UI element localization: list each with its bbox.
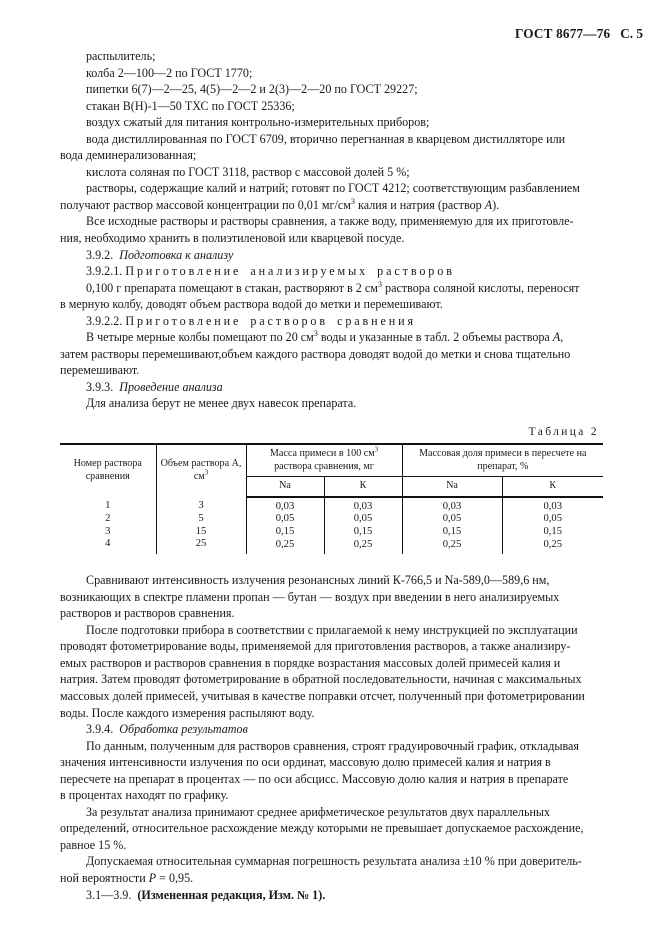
section-title: Проведение анализа — [119, 379, 223, 394]
body-text-b: раствора соляной кислоты, переносят — [382, 280, 580, 295]
value: 25 — [195, 538, 207, 550]
revision-text: (Измененная редакция, Изм. № 1). — [137, 887, 326, 902]
photometry-paragraph-line: проводят фотометрирование воды, применяемой для приготовления растворов, а также анализиру- — [60, 639, 571, 654]
result-rule-paragraph-line: За результат анализа принимают среднее арифметическое результатов двух параллельных — [86, 804, 551, 819]
section-title: Обработка результатов — [119, 722, 248, 737]
solutions-text-a: получают раствор массовой концентрации по 0,01 мг/см — [60, 197, 351, 212]
table-2-container — [60, 426, 603, 554]
document-body — [60, 48, 603, 903]
error-text-a: ной вероятности — [60, 871, 149, 886]
section-heading-analysis — [60, 379, 603, 396]
heading-word: анализируемых — [250, 264, 369, 279]
equipment-item: воздух сжатый для питания контрольно-измерительных приборов; — [86, 115, 430, 130]
heading-word: растворов — [250, 313, 328, 328]
value: 0,25 — [275, 538, 295, 550]
cell-mass-na — [246, 497, 324, 554]
heading-word: растворов — [377, 264, 455, 279]
value: 0,15 — [353, 526, 373, 537]
analysis-body: Для анализа берут не менее двух навесок препарата. — [86, 396, 357, 411]
error-text-b: = 0,95. — [156, 871, 194, 886]
value: 3 — [105, 525, 111, 537]
body-text-a: 0,100 г препарата помещают в стакан, растворяют в 2 см — [86, 280, 378, 295]
revision-range: 3.1—3.9. — [86, 887, 132, 902]
table-caption: Таблица 2 — [528, 426, 599, 439]
header-group-mass-a: Масса примеси в 100 см — [269, 448, 375, 460]
solution-symbol-a: А — [484, 197, 493, 212]
cell-solution-numbers — [60, 497, 156, 554]
value: 0,03 — [353, 500, 373, 512]
spectral-paragraph-line: Сравнивают интенсивность излучения резонансных линий К-766,5 и Na-589,0—589,6 нм, — [86, 573, 550, 588]
value: 0,05 — [353, 513, 373, 525]
body-text-b: воды и указанные в табл. 2 объемы раствора — [317, 330, 553, 345]
storage-note-line-cont: ния, необходимо хранить в полиэтиленовой или кварцевой посуде. — [60, 231, 405, 246]
section-heading-results — [60, 721, 603, 738]
equipment-item: колба 2—100—2 по ГОСТ 1770; — [86, 65, 253, 80]
result-rule-paragraph-line: определений, относительное расхождение между которыми не превышает допускаемое расхождение, — [60, 821, 584, 836]
solutions-text-b: калия и натрия (раствор — [355, 197, 485, 212]
photometry-paragraph-line: натрия. Затем проводят фотометрирование в обратной последовательности, начиная с максимальных — [60, 672, 582, 687]
cubic-superscript: 3 — [313, 329, 318, 339]
comparison-solutions-body-line-cont: перемешивают. — [60, 363, 140, 378]
cubic-superscript: 3 — [377, 279, 382, 289]
header-group-fraction: Массовая доля примеси в пересчете на препарат, % — [402, 444, 603, 477]
analyzed-solutions-body-line — [60, 280, 603, 297]
value: 0,05 — [275, 513, 295, 525]
reagent-water-line: вода дистиллированная по ГОСТ 6709, вторично перегнанная в кварцевом дистилляторе или — [86, 131, 566, 146]
cell-fraction-na — [402, 497, 502, 554]
revision-note — [60, 887, 603, 904]
value: 15 — [195, 525, 207, 537]
equipment-item: стакан В(Н)-1—50 ТХС по ГОСТ 25336; — [86, 98, 295, 113]
value: 1 — [105, 500, 111, 512]
reagent-solutions-line-cont — [60, 197, 603, 214]
calibration-paragraph-line: пересчете на препарат в процентах — по оси абсцисс. Массовую долю калия и натрия в препарате — [60, 771, 569, 786]
spectral-paragraph-line: возникающих в спектре пламени пропан — бутан — воздух при введении в него анализируемых — [60, 589, 560, 604]
reagent-solutions-line: растворы, содержащие калий и натрий; готовят по ГОСТ 4212; соответствующим разбавлением — [86, 181, 580, 196]
solutions-text-c: ). — [492, 197, 500, 212]
section-heading-prep — [60, 247, 603, 264]
cell-mass-k — [324, 497, 402, 554]
section-title: Подготовка к анализу — [119, 247, 234, 262]
photometry-paragraph-line: После подготовки прибора в соответствии с прилагаемой к нему инструкцией по эксплуатации — [86, 622, 578, 637]
probability-symbol: Р — [148, 871, 157, 886]
reagent-water-line-cont: вода деминерализованная; — [60, 148, 197, 163]
value: 3 — [198, 500, 204, 512]
header-solution-number: Номер раствора сравнения — [60, 444, 156, 497]
header-group-mass-b: раствора сравнения, мг — [274, 460, 374, 472]
subheader-fraction-k: К — [502, 477, 603, 497]
value: 0,25 — [353, 538, 373, 550]
photometry-paragraph-line: емых растворов и растворов сравнения в порядке возрастания массовых долей примесей калия и — [60, 655, 561, 670]
calibration-paragraph-line: в процентах находят по графику. — [60, 788, 229, 803]
comparison-solutions-body-line — [60, 329, 603, 346]
body-text-c: , — [560, 330, 564, 345]
value: 0,15 — [442, 526, 462, 537]
value: 0,03 — [275, 500, 295, 512]
error-rule-paragraph-line: Допускаемая относительная суммарная погрешность результата анализа ±10 % при доверитель- — [86, 854, 582, 869]
heading-word: Приготовление — [125, 313, 242, 328]
comparison-solutions-table — [60, 443, 603, 554]
equipment-item: распылитель; — [86, 49, 156, 63]
equipment-item: пипетки 6(7)—2—25, 4(5)—2—2 и 2(3)—2—20 по ГОСТ 29227; — [86, 82, 418, 97]
body-text-a: В четыре мерные колбы помещают по 20 см — [86, 330, 314, 345]
photometry-paragraph-line: воды. После каждого измерения распыляют воду. — [60, 705, 315, 720]
value: 4 — [105, 538, 111, 550]
comparison-solutions-body-line-cont: затем растворы перемешивают,объем каждого раствора доводят водой до метки и снова тщательно — [60, 346, 571, 361]
page-label — [620, 26, 643, 42]
error-rule-paragraph-line — [60, 870, 603, 887]
section-heading-comparison-solutions — [60, 313, 603, 330]
cubic-superscript: 3 — [204, 469, 209, 477]
value: 0,05 — [442, 513, 462, 525]
header-group-mass — [246, 444, 402, 477]
cell-volume-a — [156, 497, 246, 554]
calibration-paragraph-line: значения интенсивности излучения по оси ординат, массовую долю примесей калия и натрия в — [60, 755, 551, 770]
heading-word: сравнения — [337, 313, 417, 328]
subheader-mass-na: Na — [246, 477, 324, 497]
header-volume-a — [156, 444, 246, 497]
heading-word: Приготовление — [125, 264, 242, 279]
page-number: 5 — [636, 26, 643, 41]
running-head — [60, 26, 643, 44]
page-prefix: С. — [620, 26, 634, 41]
cell-fraction-k — [502, 497, 603, 554]
value: 0,25 — [543, 538, 563, 550]
section-number: 3.9.2. — [86, 247, 114, 262]
value: 0,15 — [275, 526, 295, 537]
standard-designation: ГОСТ 8677—76 — [515, 26, 611, 41]
reagent-acid: кислота соляная по ГОСТ 3118, раствор с массовой долей 5 %; — [86, 164, 410, 179]
value: 0,03 — [442, 500, 462, 512]
value: 2 — [105, 512, 111, 524]
section-number: 3.9.2.2. — [86, 313, 123, 328]
section-heading-analyzed-solutions — [60, 263, 603, 280]
result-rule-paragraph-line: равное 15 %. — [60, 837, 127, 852]
storage-note-line: Все исходные растворы и растворы сравнения, а также воду, применяемую для их приготовле- — [86, 214, 574, 229]
cubic-superscript: 3 — [350, 196, 355, 206]
solution-symbol-a: А — [552, 330, 561, 345]
table-row — [60, 497, 603, 554]
header-volume-a-text: Объем раствора А, см — [160, 458, 242, 482]
subheader-fraction-na: Na — [402, 477, 502, 497]
calibration-paragraph-line: По данным, полученным для растворов сравнения, строят градуировочный график, откладывая — [86, 738, 579, 753]
table-header-row-group — [60, 444, 603, 477]
value: 0,03 — [543, 500, 563, 512]
value: 0,05 — [543, 513, 563, 525]
value: 5 — [198, 512, 204, 524]
cubic-superscript: 3 — [374, 446, 379, 454]
value: 0,25 — [442, 538, 462, 550]
value: 0,15 — [543, 526, 563, 537]
section-number: 3.9.4. — [86, 722, 114, 737]
section-number: 3.9.2.1. — [86, 264, 123, 279]
analyzed-solutions-body-line-cont: в мерную колбу, доводят объем раствора водой до метки и перемешивают. — [60, 297, 443, 312]
section-number: 3.9.3. — [86, 379, 114, 394]
subheader-mass-k: К — [324, 477, 402, 497]
spectral-paragraph-line: растворов и растворов сравнения. — [60, 606, 235, 621]
photometry-paragraph-line: массовых долей примесей, учитывая в качестве поправки отсчет, полученный при фотометрировании — [60, 689, 585, 704]
